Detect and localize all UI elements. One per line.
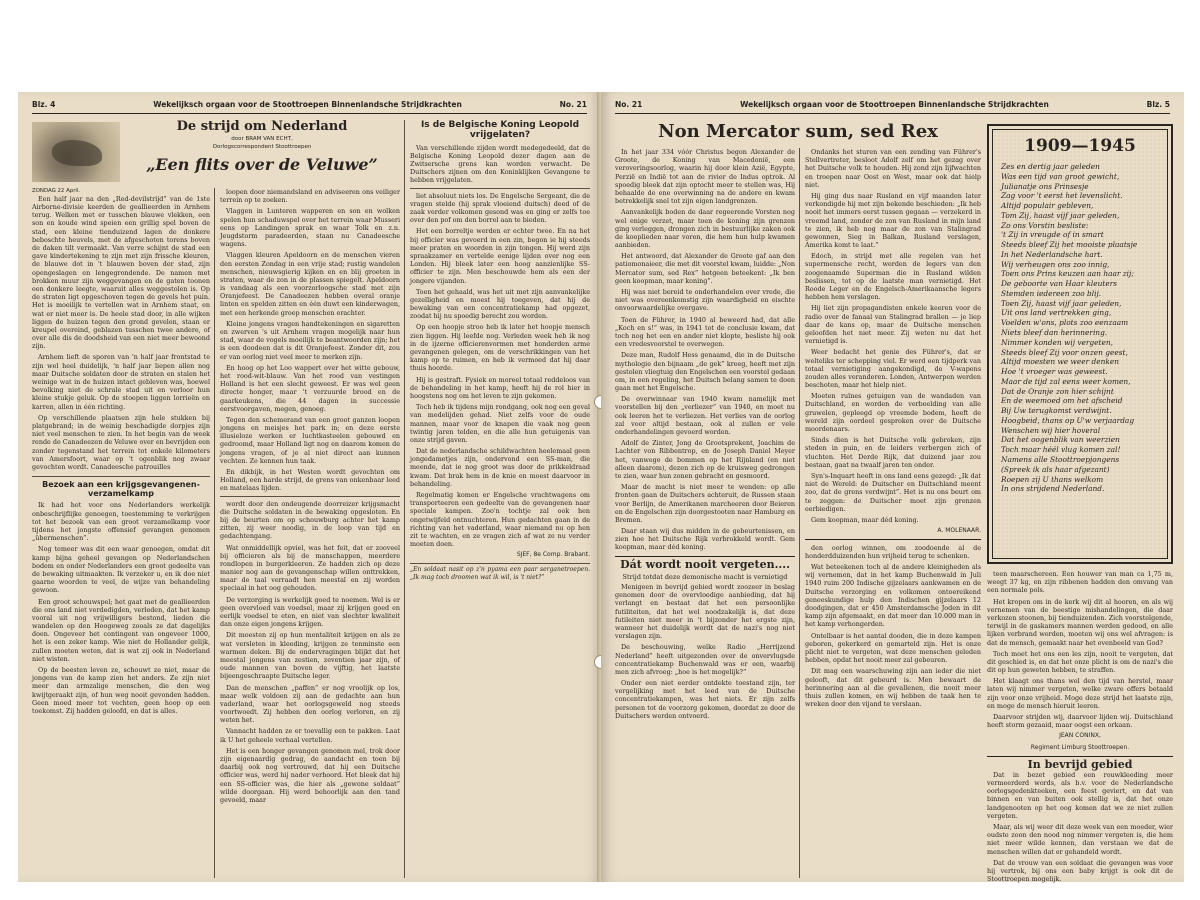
left-page-label: Blz. 4 xyxy=(32,100,56,109)
left-column-1 xyxy=(32,188,210,878)
poem-title: 1909—1945 xyxy=(1024,136,1136,156)
left-page xyxy=(18,92,601,882)
article-veluwe-paragraph: Een half jaar na den „Red-devilstrijd” van de 1ste Airborne-divisie keerden de geallieerden in Arnhem terug. Welken met er tusschen blauwe vlekken, een son en koude wind speien een grillig spel boven de stad, een kleine tienduizend lagen de donkere beboschte heuvels, met de afgeschoten torens boven de daken tilt vermaakt. Van verre schijnt de stad een gave kindertekening te zijn met zijn frissche kleuren, de blauwe dot in 't blauwen boven der stad, zijn opengeslagen en lengegrondende. De namen met brokken muur zijn weggevangen en de gaten toonen een donkere leegte, waaruit alles weggestolen is. Op de straten ligt opgeschoven tegen de gevels het puin. Het is moeilijk te vertellen wat in Arnhem staat, en wat er niet meer is. De heele stad door, in alle wijken liggen de huizen tegen den grond gevelen, staan er kreupel overeind, geblazen tusschen twee andere, of over alle dis de doodsheid van een niet meer bewoond zijn. xyxy=(32,194,210,351)
poem-line: Uit ons land vertrekken ging, xyxy=(1001,308,1112,318)
article-vergeten-paragraph: Ontelbaar is het aantal dooden, die in deze kampen geboren, gekerkerd en gemarteld zijn. Het is onze plicht niet te vergeten, wat deze menschen geleden hebben, opdat het nooit meer zal gebeuren. xyxy=(805,631,981,665)
article-veluwe-paragraph: En dikbijk, in het Westen wordt gevochten om Holland, een harde strijd, de grens van onkenbaar leed en matelaas lijden. xyxy=(220,468,400,493)
article-kamp-paragraph: Op een hoopje stroo heb ik later het hoopje mensch zien liggen. Hij leefde nog. Verleden week heb ik nog in de ijzerne officierenvormen met honderden arme gevangenen gelegen, om de verschrikkingen van het kamp op te ruimen, en heb ik vermoed dat hij daar thuis hoorde. xyxy=(410,323,590,373)
left-issue: No. 21 xyxy=(559,100,587,109)
article-vergeten-signature-unit: Regiment Limburg Stoottroepen. xyxy=(1030,744,1130,752)
article-kamp-paragraph: Wat onmiddellijk opviel, was het feit, dat er zooveel bij officieren als bij de manschappen, meerdere rondlopen in burgerkleeren. Ze hadden zich op deze manier nog aan de gevangenschap willen onttrekken, maar de taal verraadt hen meestal en zij worden speciaal in het oog gehouden. xyxy=(220,543,400,593)
article-veluwe-paragraph: Vlaggen kleuren Apeldoorn en de menschen vieren den eersten Zondag in een vrije stad; rustig wandelen menschen, nieuwsgierig kijken en en blij groeten in straten, waar de zon in de plassen spiegelt. Apeldoorn is vandaag als een voorzorloogsche stad met zijn Oranjefeest. De Canadeezen hebben overal oranje linten en spelden zitten en één duwt een kinderwagen, met een herkende groep menschen erachter. xyxy=(220,251,400,317)
article-vergeten-paragraph: De beschouwing, welke Radio „Herrijzend Nederland” heeft uitgezonden over de onvervlugsde concentratiekamp Buchenwald was er een, waarbij men zich afvroeg: „hoe is het mogelijk?” xyxy=(615,643,795,676)
left-masthead: Wekelijksch orgaan voor de Stoottroepen Binnenlandsche Strijdkrachten xyxy=(153,100,462,109)
poem-line: Altijd moesten we weer denken xyxy=(1001,357,1119,367)
article-veluwe-paragraph: En hoog op het Loo wappert over het witte gebouw, het rood-wit-blauw. Van het rood van vestingen Holland is het een slecht geweest. Er was wel geen directe honger, maar 't verzuurde brood en de gaarkeukens, die 44 dagen in successie eerstvoorgaven, megen, genoeg. xyxy=(220,363,400,413)
poem-line: In het Nederlandsche hart. xyxy=(1001,249,1103,259)
article-bevrijd-paragraph: Dat de vrouw van een soldaat die gevangen was voor hij vertrok, bij ons een baby krijgt is ook dit de Stoottroepen mogelijk. xyxy=(987,858,1173,884)
poem-line: 't Zij in vreugde of in smart xyxy=(1001,230,1104,240)
article-mercator-paragraph: Ondanks het sturen van een zending van Führer's Stellvertreter, besloot Adolf zelf om het gezag over het Duitsche volk te houden. Hij zond zijn lijfwachten en troepen naar Oost en West, maar ook dat hielp niet. xyxy=(805,148,981,189)
poem-line: Zag voor 't eerst het levenslicht. xyxy=(1001,191,1123,201)
article-kamp-paragraph: Dat de nederlandsche schildwachten heelemaal geen jongedametjes zijn, ondervond een SS-man, die meende, dat ie nog groot was door de prikkeldraad kwam. Dat brak hem in de knie en moest daarvoor in behandeling. xyxy=(410,447,590,488)
article-kamp-paragraph: Nog temeer was dit een waar genoegen, omdat dit kamp bijna geheel gevangen op Nederlandschen bodem en onder Nederlanders een groot gedeelte van de bewaking uitmaakten. Ik verzeker u, en ik doe niet gaarne woorden te veel, de wijze van behandeling gewoon. xyxy=(32,545,210,595)
article-mercator-paragraph: De overwinnaar van 1940 kwam namelijk met voorstellen bij den „verliezer” van 1940, en moet nu ook leeren het te verliezen. Het verlies van de oorlog zal voor altijd bestaan, ook al zullen er vele onderhandelingen gevoerd worden. xyxy=(615,395,795,436)
poem-line: Hoe 't vroeger was geweest. xyxy=(1001,367,1108,377)
article-kamp-paragraph: Regelmatig komen er Engelsche vrachtwagens om transporteeren een gedeelte van de gevangenen naar speciale kampen. Zoo'n tochtje zal ook hen ongetwijfeld ontnuchteren. Hun gedachten gaan in de richting van het vaderland, waar niemand nu op hen zit te wachten, en ze vragen zich af wat ze nu verder moeten doen. xyxy=(410,491,590,549)
article-kamp-paragraph: Toen het gehaald, was het uit met zijn aanvankelijke gezelligheid en moest hij toegeven, dat hij de bewaking van een concentratiekamp had opgezet, zoodat hij nu spoedig berecht zou worden. xyxy=(410,287,590,321)
article-veluwe-title: De strijd om Nederland xyxy=(176,119,348,134)
article-kamp-paragraph: Dan de menschen „paffen” er nog vroolijk op los, maar welk voldoen zij aan de gedachte aan hun vaderland, waar het oorlogsgeweld nog steeds voortwoedt. Zij hebben den oorlog verloren, en zij weten het. xyxy=(220,683,400,725)
article-vergeten-paragraph: Wat beteekenen toch al de andere kleinigheden als wij vernemen, dat in het kamp Buchenwald in Juli 1940 ruim 200 Indische gijzelaars aankwamen en de Duitsche verzorging en volkomen ontoereikend geneeskundige hulp den Indischen gijzelaars 12 doodgingen, dat er 450 Amsterdamsche Joden in dit kamp zijn afgemaakt, en dat meer dan 10.000 man in het kamp verhongerden. xyxy=(805,563,981,629)
poem-line: Altijd populair gebleven, xyxy=(1001,201,1094,211)
poem-box xyxy=(987,124,1173,564)
article-kamp-paragraph: Hij is gestraft. Fysiek en moreel totaal reddeloos van de behandeling in het kamp, heeft hij de rol hier in hoogstens nog om het leven te zijn gekomen. xyxy=(410,375,590,400)
article-mercator-title: Non Mercator sum, sed Rex xyxy=(658,121,938,142)
article-mercator-paragraph: Edoch, in strijd met alle regelen van het supermensche recht, werden de legers van den zoogenaamde Superman die in Rusland wilden beslissen, tot op de laatste man vernietigd. Het Roode Leger en de Engelsch-Amerikaansche legers hebben hem verslagen. xyxy=(805,252,981,302)
article-vergeten-paragraph: Daarvoor strijden wij, daarvoor lijden wij. Duitschland heeft storm gezaaid, maar oogst een orkaan. xyxy=(987,713,1173,730)
article-kamp-paragraph: Vannacht hadden ze er toevallig een te pakken. Laat ik U het geheele verhaal vertellen. xyxy=(220,727,400,744)
article-kamp-paragraph: Het is een honger gevangen genomen mel, trok door zijn eigenaardig gedrag, de aandacht en toen bij daarbij ook nog vertrouwd, dat hij een Duitsche officier was, werd hij nader verhoord. Het bleek dat hij een SS-officier was, die hier als „gewone soldaat” wilde doorgaan. Hij werd behoorlijk aan den tand gevoeld, maar xyxy=(220,746,400,804)
poem-line: Stemden iedereen zoo blij. xyxy=(1001,288,1102,298)
article-kamp-paragraph: Op de beesten leven ze, schouwt ze niet, maar de jongens van de kamp zien het anders. Ze zijn niet meer dan armzalige menschen, die den weg kwijtgeraakt zijn, of hun weg nooit gevonden hadden. Geen moed meer tot vechten, geen hoop op een toekomst. Zij hadden geloofd, en dat is alles. xyxy=(32,666,210,715)
article-mercator-paragraph: Toen de Führer, in 1940 al beweerd had, dat alle „Koch en s!” was, in 1941 tot de conclusie kwam, dat toch nog het een en ander niet klopte, besliste hij ook een vredesvoorstel te overwegen. xyxy=(615,315,795,349)
article-bevrijd-paragraph: Dat in bezet gebied een rouwkleeding meer vermeerderd words, als b.v. voor de Nederlandsche oorlogsgedenkteeken, een feest geviert, en dat van binnen en van buiten ook stellig is, dat het onze landgenooten op het oog komen dat we ze niet zullen vergeten. xyxy=(987,770,1173,820)
poem-line: Dat het oogenblik van weerzien xyxy=(1001,435,1120,445)
poem-line: Toch maar héél vlug komen zal! xyxy=(1001,445,1121,455)
article-kamp-signature: SJEF, 8e Comp. Brabant. xyxy=(516,551,590,559)
article-mercator-paragraph: Adolf de Zinter, Jong de Grootsprekent, Joachim de Lachter von Ribbentrop, en de Joseph Daniel Meyer het, vanwege de bommen op het Rijnland (en niet alleen daarom), dezen zich op de kruisweg gedrongen te zien, waar hun zonen gebracht en gesmoord. xyxy=(615,439,795,480)
poem-line: Toen ons Prins keuzen aan haar zij; xyxy=(1001,269,1134,279)
poem-line: Voelden w'ons, plots zoo eenzaam xyxy=(1001,318,1129,328)
article-veluwe-paragraph: loopen door niemandsland en adviseeren ons veiliger terrein op te zoeken. xyxy=(220,188,400,205)
article-kamp-paragraph: Toch heb ik tijdens mijn rondgang, ook nog een geval van medelijden gehad. Niet zelfs voor de oude mannen, maar voor de knapen die vaak nog geen twintig jaren telden, en die alle hun getuigenis van onze strijd gaven. xyxy=(410,403,590,444)
article-mercator-paragraph: Daar staan wij dus midden in de gebeurtenissen, en zien hoe het Duitsche Rijk verbrokkeld wordt. Gem koopman, maar déd koning. xyxy=(615,527,795,552)
article-veluwe-byline-role: Oorlogscorrespondent Stoottroepen xyxy=(212,144,312,151)
left-column-3 xyxy=(404,120,590,878)
article-vergeten-subtitle: Strijd totdat deze demonische macht is vernietigd xyxy=(622,572,788,581)
article-mercator-paragraph: Moeten ruïnes getuigen van de wandaden van Duitschland, en worden de verbeelding van alle gruwelen, gepleegd op vreemde bodem, heeft de wereld zijn oordeel gesproken over de Duitsche moordenaars. xyxy=(805,392,981,433)
poem-line: Steeds bleef Zij het mooiste plaatsje xyxy=(1001,240,1138,250)
article-mercator-paragraph: Sinds dien is het Duitsche volk gebroken, zijn steden in puin, en de leiders verbergen zich of vluchten. Het Derde Rijk, dat duizend jaar zou bestaan, gaat na twaalf jaren ten onder. xyxy=(805,436,981,469)
right-issue: No. 21 xyxy=(615,100,643,109)
article-veluwe-paragraph: Arnhem lieft de sporen van 'n half jaar frontstad te zijn wel heel duidelijk, 'n half jaar liepen allen nog maar Duitsche soldaten door de straten en stalen het weinige wat in de huizen intact gebleven was, hoewel bevolking niet de schrale stad uit en verloor hun kleine stukje geluk. Op de stoepen liggen lorrieën en karren, allen in één richting. xyxy=(32,353,210,411)
right-page xyxy=(601,92,1184,882)
poem-line: Toen Zij, haast vijf jaar geleden, xyxy=(1001,298,1122,308)
article-mercator-paragraph: In het jaar 334 vóór Christus begon Alexander de Groote, de Koning van Macedonië, een veroveringsoorlog, waarin hij door klein Azië, Egypte, Perzië en Indië tot aan de rivier de Indus optrok. Al spoedig bleek dat zijn optocht meer te stellen was, Hij behaalde de ene overwinning na de andere en kwam betrekkelijk snel tot zijn eigen landgrenzen. xyxy=(615,148,795,206)
article-mercator-paragraph: Maar de macht is niet meer te wenden: op alle fronten gaan de Duitschers achteruit, de Russen staan voor Berlijn, de Amerikanen marcheeren door Beieren en de Engelschen zijn doorgestooten naar Hamburg en Bremen. xyxy=(615,483,795,524)
poem-line: En de weemoed om het afscheid xyxy=(1001,396,1123,406)
article-kamp-paragraph: De verzorging is werkelijk goed te noemen. Wel is er geen overvloed van voedsel, maar zij krijgen goed en eerlijk voedsel te eten, en niet van slechter kwaliteit dan onze eigen jongens krijgen. xyxy=(220,595,400,629)
article-vergeten-paragraph: Het klaagt ons thans wel den tijd van herstel, maar laten wij nimmer vergeten, welke zware offers betaald zijn voor onze vrijheid. Moge deze strijd het laatste zijn, en moge de mensch hieruit leeren. xyxy=(987,677,1173,710)
article-mercator-paragraph: Aanvankelijk boden de daar regeerende Vorsten nog wel enige verzet, maar toen de koning zijn grenzen ging verleggen, drongen zich in bestuurlijke zaken ook de kooplieden naar voren, die hem hun hulp kwamen aanbieden. xyxy=(615,208,795,250)
poem-line: Niets bleef dan herinnering. xyxy=(1001,328,1108,338)
cartoon-caption: „En soldaat nasit op z'n pyama een paar serganetroepen. „Ik mag toch droomen wat ik wil, is 't niet?” xyxy=(410,563,590,581)
article-mercator-paragraph: Hij ging dus naar Rusland en vijf maanden later verkondigde hij met zijn bekende beschieden: „Ik heb nooit het immers eerst tussen gegaan — verzekerd in vreemd land, zonder de zon van Rusland in mijn land te zien, ik heb nog maar de zon van Stalingrad gewonnen, Sieg in Balkan, Rusland verslagen, Amerika komt te laat.” xyxy=(805,191,981,250)
article-vergeten-signature: JEAN CONINX, xyxy=(1059,732,1101,740)
article-mercator-paragraph: Het antwoord, dat Alexander de Groote gaf aan den patiomonaieer, die met dit voorstel kwam, luidde: „Non Mercator sum, sed Rex” hetgeen beteekent: „Ik ben geen koopman, maar koning”. xyxy=(615,252,795,285)
poem-line: De geboorte van Haar kleuters xyxy=(1001,279,1118,289)
right-column-2 xyxy=(799,148,981,878)
article-veluwe-header xyxy=(126,120,398,174)
article-vergeten-paragraph: Onder een niet eerder ontdekte toestand zijn, ter vergelijking met het leed van de Duitsche concentratiekampen, was het niets. Er zijn zelfs personen tot de voorzorg gekomen, doordat ze door de Duitschers werden ontvoerd. xyxy=(615,679,795,720)
article-kamp-paragraph: Een groot schouwspel; het gaat met de geallieerden die ons land niet verdedigden, verleden, dat het kamp vooral uit nog vrijwilligers bestond, lieden die wandelen op den Hoogeweg zooals ze dat dagelijks doen. Ongeveer het contingent van ongeveer 1000, het is een zeker kamp. Wie niet de Hollander gelijk, zullen moeten weten, dat is wat zij ook in Nederland niet wisten. xyxy=(32,597,210,663)
poem-line: Steeds bleef Zij voor onzen geest, xyxy=(1001,347,1128,357)
article-mercator-paragraph: Syn's-Inquart heeft in ons land eens gezegd: „Ik dat niet de Wereld: de Duitscher en Duitschland meent zoo, dat de grens verdwijnt”. Het is nu ons beurt om te zeggen: de Duitscher moet zijn grenzen eerbiedigen. xyxy=(805,471,981,513)
poem-line: Julianatje ons Prinsesje xyxy=(1001,181,1089,191)
article-vergeten-paragraph: Menigeen in bevrijd gebied wordt zoozeer in beslag genomen door de overvloedige aanbieding, dat hij verlangt en bestaat dat het een persoonlijke futiliteiten, dat het wel noodzakelijk is, dat deze futileiten niet meer in 't bijzonder het ergste zijn, wanneer het duidelijk wordt dat de nazi's nog niet verslagen zijn. xyxy=(615,583,795,641)
poem-lines xyxy=(1001,162,1159,494)
article-mercator-signature: A. MOLENAAR. xyxy=(937,527,981,535)
article-vergeten-title: Dát wordt nooit vergeten.... xyxy=(620,557,790,571)
poem-line: Dat de Oranje zon hier schijnt xyxy=(1001,386,1114,396)
article-veluwe-paragraph: Kleine jongens vragen handtekeningen en sigaretten en zwerven 's uit Arnhem vragen mogelijk naar hun stad, waar de vogels moeilijk te beantwoorden zijn; het is een doodeen dat is dit Oranjefeest. Zonder dit, zou er van oorlog niet veel meer te merken zijn. xyxy=(220,319,400,361)
soldiers-photo xyxy=(32,122,120,182)
article-veluwe-dateline: ZONDAG 22 April. xyxy=(32,188,81,194)
article-mercator-paragraph: Hij liet zijn propagandisten enkele keeren voor de radio over de fanaal van Stalingrad brallen — je liep daar de kans op, maar de Duitsche menschen geloofden het niet meer. Zij weten nu dat het vernietigd is. xyxy=(805,304,981,346)
article-mercator-paragraph: Gem koopman, maar déd koning. xyxy=(811,515,919,524)
article-mercator-paragraph: Weer bedacht het genie des Führer's, dat er welteliks ter schepping viel. Er werd een tijdperk van totaal vernietiging aangekondigd, de V-wapens zouden alles veranderen. Londen, Antwerpen werden beschoten, maar het hielp niet. xyxy=(805,348,981,390)
right-running-head xyxy=(615,98,1170,114)
article-kamp-paragraph: Het een borreltje werden er echter twee. En na het bij officier was gevoerd in een zin, begon ie hij steeds meer praten en woorden in zijn tongen. Hij werd zijn spraakzamer en vertelde eenige lijden over nog een Londen. Hij bleek later een hoog aanzienlijke SS-officier te zijn. Men beschouwde hem als een der jongere vijanden. xyxy=(410,227,590,285)
article-vergeten-paragraph: Dit mag een waarschuwing zijn aan ieder die niet gelooft, dat dit gebeurd is. Men bewaart de herinnering aan al die gevallenen, die nooit meer thuis zullen komen, en wij hebben de taak hen te wreken door den vijand te verslaan. xyxy=(805,667,981,709)
article-veluwe-paragraph: Vlaggen in Lunteren wapperen en son en wolken spelen hun schaduwspel over het terrein waar Musseri eens op Landingen sprak en waar Tolk en z.n. Jeugdstorm paradeerden, staan nu Canadeesche wagens. xyxy=(220,207,400,249)
poem-line: Namens alle Stoottroepjongens xyxy=(1001,454,1120,464)
left-running-head xyxy=(32,98,587,114)
poem-line: Hoogbeid, thans op U'w verjaardag xyxy=(1001,415,1135,425)
article-veluwe-paragraph: Op verschillende plaatsen zijn hele stukken bij platgebrand; in de weinig beschadigde dorpjes zijn niet veel menschen te zien. In het begin van de week rende de Canadeezen de Veluwe over en bevrijden een zonder tegenstand het terrein tot enkele kilometers van Amersfoort, waar op 't ogenblik nog zwaar gevochten wordt. Canadeesche patrouilles xyxy=(32,413,211,471)
poem-line: Bij Uw terugkomst verdwijnt. xyxy=(1001,406,1112,416)
article-vergeten-paragraph: Toch moet het ons een les zijn, nooit te vergeten, dat dit geschied is, en dat het onze plicht is om de nazi's die dit op hun geweten hebben, te straffen. xyxy=(987,649,1173,675)
article-kamp-paragraph: liet absoluut niets los. De Engelsche Sergeant, die de vragen stelde (hij sprak vloeiend duitsch) deed of de zaak verder volkomen gesond was en ging er zelfs toe over den pof om den borrel aan te bieden. xyxy=(410,191,590,225)
article-vergeten-paragraph: teen maarschereen. Een houwer van man ca 1,75 m, weegt 37 kg, en zijn ribbenen hadden den omvang van een normale pols. xyxy=(987,570,1173,595)
article-leopold-title: Is de Belgische Koning Leopold vrijgelaten? xyxy=(420,120,580,141)
right-column-3 xyxy=(987,570,1173,884)
poem-line: Wenschen wij hier hoveral xyxy=(1001,425,1101,435)
right-page-label: Blz. 5 xyxy=(1146,100,1170,109)
article-leopold-paragraph: Van verschillende zijden wordt medegedeeld, dat de Belgische Koning Leopold dezer dagen aan de Zwitsersche grens kan worden verwacht. De Duitschers zijnen om den Koninklijken Gevangene te hebben vrijgelaten. xyxy=(410,143,590,185)
article-mercator-paragraph: Deze man, Rudolf Hess genaamd, die in de Duitsche mythologie den bijnaam „de gek” kreeg, heeft met zijn gestolen vliegtuig den Engelschen een voorstel gedaan om, in een regeling, het Duitsch belang samen te doen gaan met het Engelsche. xyxy=(615,351,795,393)
poem-line: Tom Zij, haast vijf jaar geleden, xyxy=(1001,210,1120,220)
article-kamp-paragraph: wordt door den ondeugende doorreizer krijgsmacht die Duitsche soldaten in de bewaking opgesloten. En bij de beurten om op schouwburg achter het kamp zitten, zij weer noodig, in de loop van tijd en gedachtengang. xyxy=(220,499,400,541)
article-kamp-paragraph: Dit moesten zij op hun mentaliteit krijgen en als ze wat versleten in kleeding, krijgen ze tenminste een warmen deken. Bij de ondervragingen blijkt dat het meestal jongens van zestien, zeventien jaar zijn, of oude mannen van boven de vijftig, het laatste bijeengeschraapte Duitsche leger. xyxy=(220,631,400,681)
left-column-2 xyxy=(214,188,400,878)
article-veluwe-paragraph: Tegen den schemerand van een groot ganzen loopen jongens en meisjes het park in; en deze eerste illusieloze werken er luchtkasteelen gebouwd en gedroomd, maar Holland ligt nog en daarom komen de jongens vragen, of je al niet direct aan kunnen vechten. Ze kennen hun taak. xyxy=(220,415,400,465)
article-kamp-paragraph: Ik had het voor ons Nederlanders werkelijk onbeschrijflijke genoegen, toestemming te verkrijgen tot het bezoek van een groot verzamelkamp voor tijdens het jongste offensief gevangen genomen „übermenschen”. xyxy=(32,501,210,543)
poem-line: (Spreek ik als haar afgezant) xyxy=(1001,464,1110,474)
poem-line: Maar de tijd zal eens weer komen, xyxy=(1001,376,1131,386)
poem-line: Roepen zij U thans welkom xyxy=(1001,474,1104,484)
article-vergeten-paragraph: Het kropen om in de kerk wij dit al hooren, en als wij vernemen van de beestige mishandelingen, die daar verkozen stoonen, bij tienduizenden. Zich voorstelgende, terwijl in de gaskamers mannen werden gedood, en alle lijken verbrand werden, moeten wij ons wel afvragen: is dat de mensch, gemaakt naar het evenbeeld van God? xyxy=(987,597,1173,647)
article-kamp-title: Bezoek aan een krijgsgevangenen-verzamelkamp xyxy=(32,476,210,498)
poem-line: Zes en dertig jaar geleden xyxy=(1001,162,1100,171)
article-vergeten-paragraph: den oorlog winnen, om zoodoende al de honderdduizenden hun vrijheid terug te schenken. xyxy=(805,543,981,560)
poem-line: Nimmer konden wij vergeten, xyxy=(1001,337,1113,347)
poem-inner-frame xyxy=(992,129,1168,559)
poem-line: Wij verheugen ons zoo innig, xyxy=(1001,259,1110,269)
article-veluwe-byline: door BRAM VAN ECHT, xyxy=(231,136,293,143)
poem-line: Was een tijd van groot gewicht, xyxy=(1001,171,1120,181)
article-veluwe-headline: „Een flits over de Veluwe” xyxy=(146,155,378,175)
article-bevrijd-paragraph: Maar, als wij weer dit deze week van een moeder, wier oudste zoon den nood nog nimmer vergeten is, die hem niet meer wilde kennen, dan verstaan we dat de menschen willen dat er gehandeld wordt. xyxy=(987,822,1173,856)
poem-line: Zo ons Vorstin besliste: xyxy=(1001,220,1089,230)
right-masthead: Wekelijksch orgaan voor de Stoottroepen Binnenlandsche Strijdkrachten xyxy=(740,100,1049,109)
article-bevrijd-title: In bevrijd gebied xyxy=(1027,757,1133,771)
right-column-1 xyxy=(615,148,795,878)
article-mercator-paragraph: Hij was niet bereid te onderhandelen over vrede, die niet was overeenkomstig zijn waardigheid en eischte onvoorwaardelijke overgave. xyxy=(615,288,795,313)
poem-line: In ons strijdend Nederland. xyxy=(1001,484,1105,494)
